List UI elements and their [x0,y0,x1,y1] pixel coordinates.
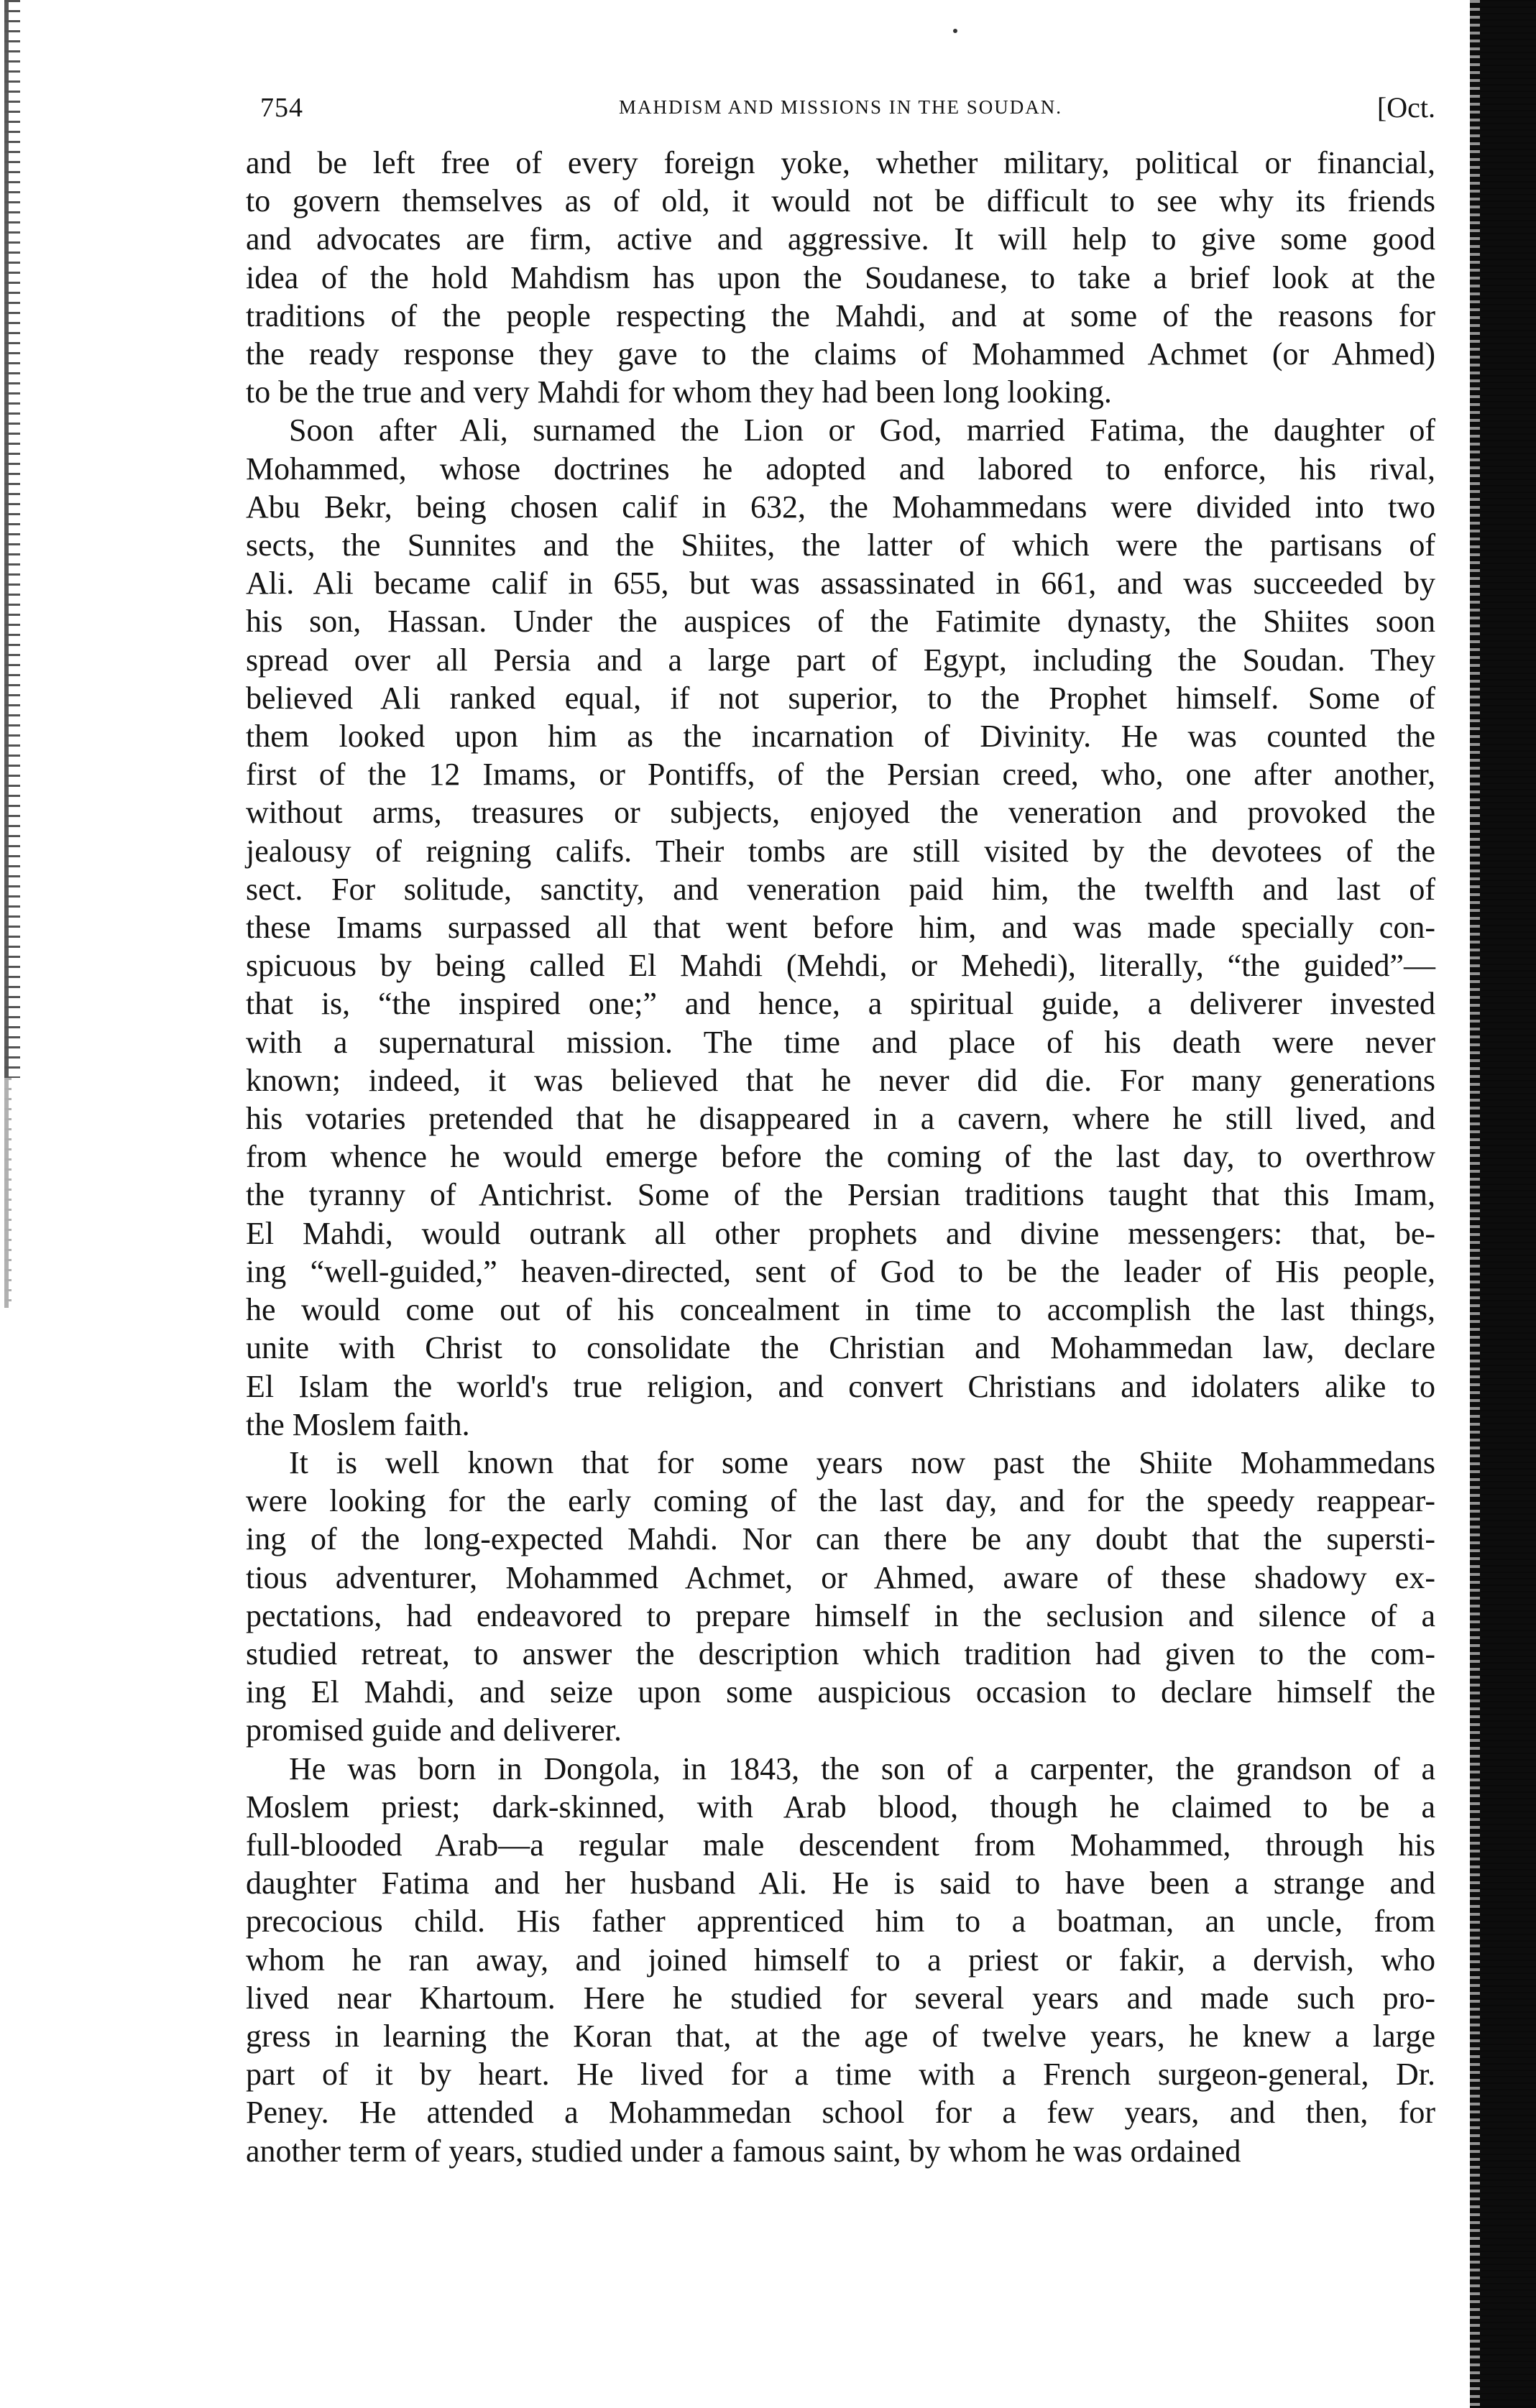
text-line: jealousy of reigning califs. Their tombs are still visited by the devotees of the [246,833,1435,869]
text-line: daughter Fatima and her husband Ali. He is said to have been a strange and [246,1865,1435,1901]
text-line: idea of the hold Mahdism has upon the Soudanese, to take a brief look at the [246,259,1435,295]
text-line: these Imams surpassed all that went before him, and was made specially con- [246,910,1435,946]
running-title: MAHDISM AND MISSIONS IN THE SOUDAN. [618,96,1063,118]
text-line: first of the 12 Imams, or Pontiffs, of the Persian creed, who, one after another, [246,757,1435,793]
text-line: promised guide and deliverer. [246,1712,622,1748]
text-line: full-blooded Arab—a regular male descendent from Mohammed, through his [246,1827,1435,1863]
text-line: his son, Hassan. Under the auspices of the Fatimite dynasty, the Shiites soon [246,604,1435,640]
text-line: he would come out of his concealment in time to accomplish the last things, [246,1292,1435,1328]
left-scan-edge [4,0,20,1078]
text-line: ing El Mahdi, and seize upon some auspicious occasion to declare himself the [246,1674,1435,1710]
body-text [246,144,1435,2170]
text-line: sect. For solitude, sanctity, and veneration paid him, the twelfth and last of [246,871,1435,907]
text-line: traditions of the people respecting the Mahdi, and at some of the reasons for [246,297,1435,333]
text-line: spicuous by being called El Mahdi (Mehdi, or Mehedi), literally, “the guided”— [246,948,1435,984]
text-line: were looking for the early coming of the last day, and for the speedy reappear- [246,1483,1435,1519]
text-line: the Moslem faith. [246,1406,470,1442]
text-line: with a supernatural mission. The time and place of his death were never [246,1024,1435,1060]
text-line: gress in learning the Koran that, at the age of twelve years, he knew a large [246,2018,1435,2054]
text-line: Mohammed, whose doctrines he adopted and labored to enforce, his rival, [246,451,1435,486]
text-line: that is, “the inspired one;” and hence, a spiritual guide, a deliverer invested [246,986,1435,1022]
paragraph [246,1444,1435,1750]
text-line: Soon after Ali, surnamed the Lion or God, married Fatima, the daughter of [289,412,1435,448]
scan-speck [953,29,957,33]
text-line: unite with Christ to consolidate the Christian and Mohammedan law, declare [246,1330,1435,1366]
text-line: another term of years, studied under a famous saint, by whom he was ordained [246,2133,1241,2169]
text-line: ing of the long-expected Mahdi. Nor can there be any doubt that the supersti- [246,1521,1435,1557]
text-line: Abu Bekr, being chosen calif in 632, the Mohammedans were divided into two [246,489,1435,525]
text-line: sects, the Sunnites and the Shiites, the latter of which were the partisans of [246,527,1435,563]
text-line: studied retreat, to answer the description which tradition had given to the com- [246,1636,1435,1671]
text-line: and advocates are firm, active and aggressive. It will help to give some good [246,221,1435,257]
paragraph [246,144,1435,411]
text-line: pectations, had endeavored to prepare himself in the seclusion and silence of a [246,1597,1435,1633]
book-page [246,86,1435,2170]
text-line: Ali. Ali became calif in 655, but was assassinated in 661, and was succeeded by [246,566,1435,601]
left-scan-edge-lower [4,1078,12,1308]
text-line: Moslem priest; dark-skinned, with Arab blood, though he claimed to be a [246,1789,1435,1825]
text-line: from whence he would emerge before the coming of the last day, to overthrow [246,1139,1435,1175]
right-scan-edge [1470,0,1536,2408]
text-line: spread over all Persia and a large part of Egypt, including the Soudan. They [246,642,1435,678]
text-line: to be the true and very Mahdi for whom they had been long looking. [246,374,1112,410]
running-month: [Oct. [1376,91,1435,124]
text-line: part of it by heart. He lived for a time with a French surgeon-general, Dr. [246,2057,1435,2093]
text-line: El Islam the world's true religion, and convert Christians and idolaters alike to [246,1368,1435,1404]
text-line: El Mahdi, would outrank all other prophets and divine messengers: that, be- [246,1215,1435,1251]
text-line: known; indeed, it was believed that he never did die. For many generations [246,1062,1435,1098]
text-line: It is well known that for some years now past the Shiite Mohammedans [289,1444,1435,1480]
text-line: lived near Khartoum. Here he studied for several years and made such pro- [246,1980,1435,2016]
text-line: without arms, treasures or subjects, enjoyed the veneration and provoked the [246,795,1435,831]
text-line: the tyranny of Antichrist. Some of the Persian traditions taught that this Imam, [246,1177,1435,1213]
right-scan-edge-texture [1470,0,1480,2408]
text-line: precocious child. His father apprenticed him to a boatman, an uncle, from [246,1904,1435,1939]
text-line: the ready response they gave to the claims of Mohammed Achmet (or Ahmed) [246,336,1435,372]
text-line: and be left free of every foreign yoke, whether military, political or financial, [246,145,1435,180]
text-line: tious adventurer, Mohammed Achmet, or Ahmed, aware of these shadowy ex- [246,1559,1435,1595]
page-number: 754 [260,93,303,123]
paragraph [246,411,1435,1443]
text-line: ing “well-guided,” heaven-directed, sent of God to be the leader of His people, [246,1253,1435,1289]
text-line: believed Ali ranked equal, if not superior, to the Prophet himself. Some of [246,680,1435,716]
text-line: whom he ran away, and joined himself to a priest or fakir, a dervish, who [246,1942,1435,1978]
text-line: Peney. He attended a Mohammedan school for a few years, and then, for [246,2095,1435,2131]
text-line: to govern themselves as of old, it would not be difficult to see why its friends [246,183,1435,219]
paragraph [246,1750,1435,2170]
text-line: his votaries pretended that he disappeared in a cavern, where he still lived, and [246,1101,1435,1137]
text-line: He was born in Dongola, in 1843, the son of a carpenter, the grandson of a [289,1750,1435,1786]
text-line: them looked upon him as the incarnation of Divinity. He was counted the [246,719,1435,755]
running-head [246,86,1435,144]
